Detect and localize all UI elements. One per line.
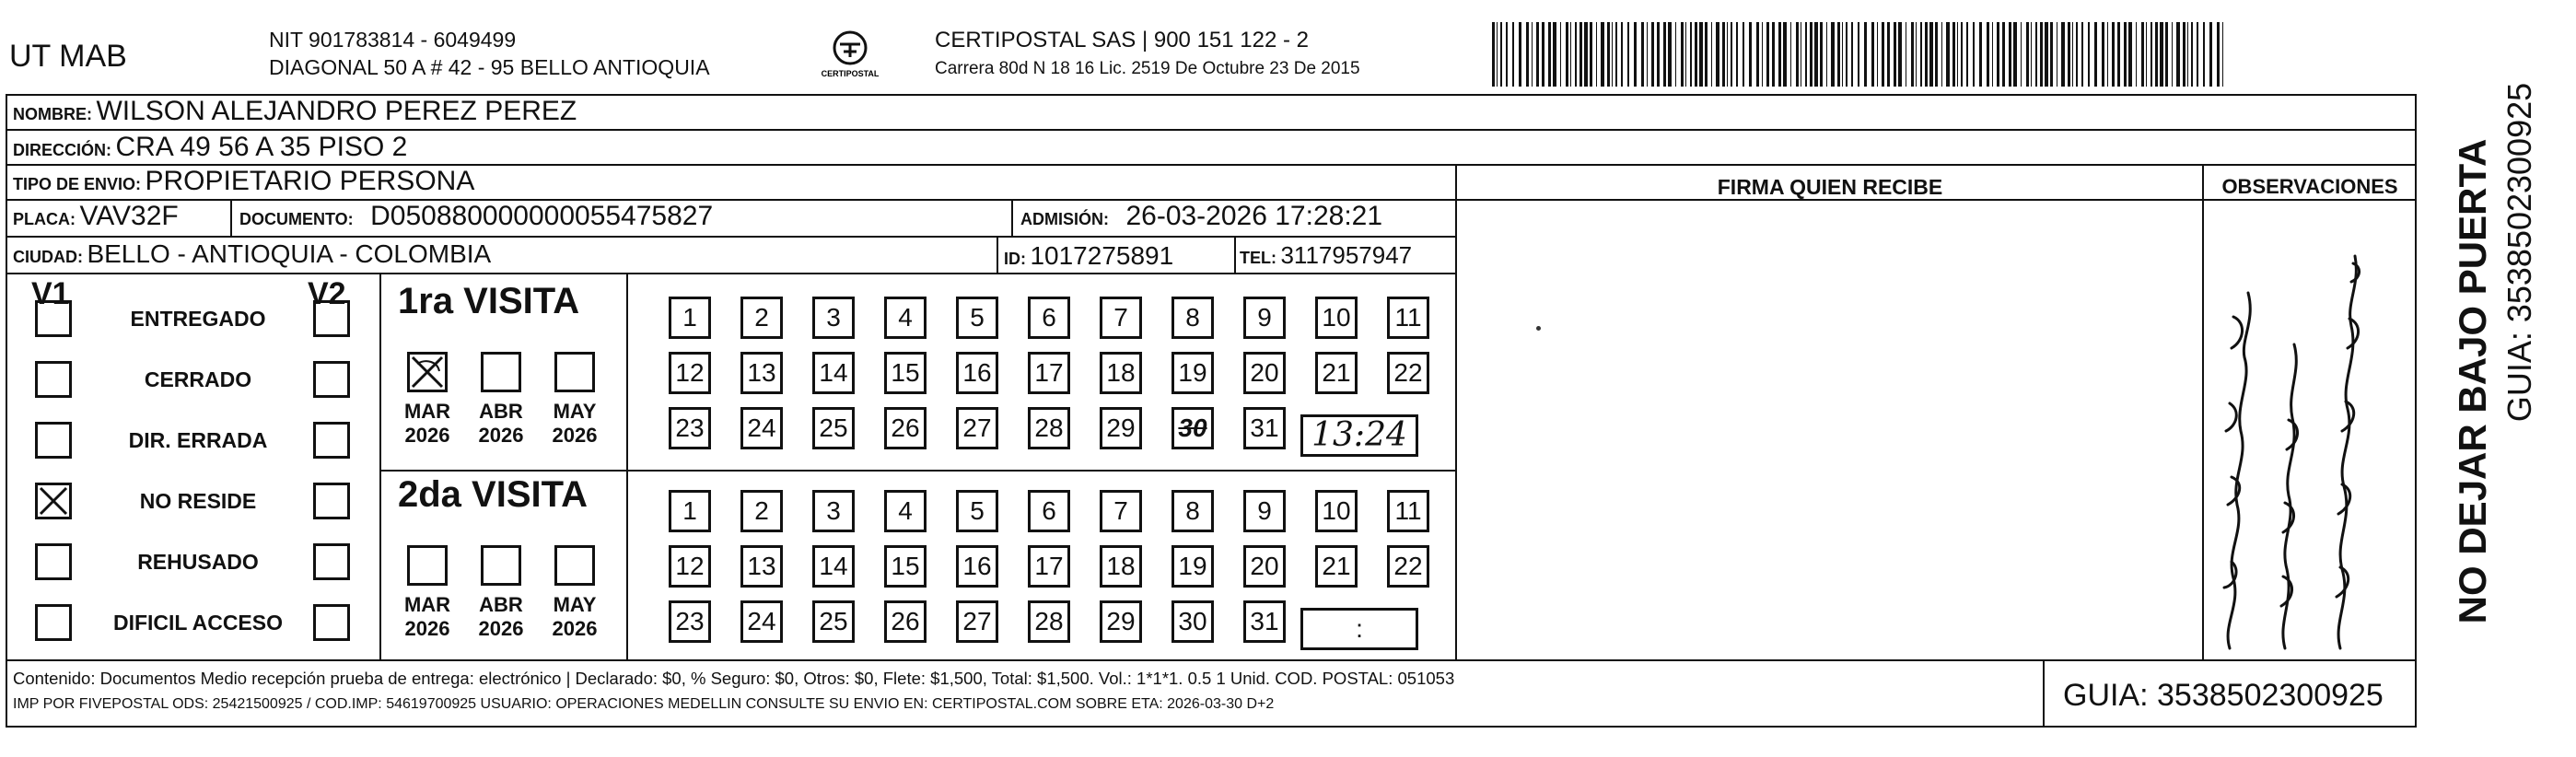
divider [6,659,2417,661]
second-visit-day[interactable]: 17 [1028,545,1070,588]
second-visit-month-checkbox[interactable] [554,545,595,586]
divider [1011,199,1013,236]
barcode-bar [2045,22,2048,87]
second-visit-day[interactable]: 11 [1387,490,1429,532]
barcode-bar [2026,22,2029,87]
first-visit-day[interactable]: 12 [669,352,711,394]
v1-checkbox[interactable] [35,483,72,519]
status-label: CERRADO [144,367,252,391]
barcode-bar [1590,22,1592,87]
barcode-bar [1846,22,1847,87]
barcode-bar [1621,22,1623,87]
first-visit-day[interactable]: 3 [812,297,855,339]
v1-checkbox[interactable] [35,361,72,398]
barcode-bar [2155,22,2158,87]
first-visit-day[interactable]: 20 [1243,352,1286,394]
divider [6,236,1457,238]
second-visit-day[interactable]: 15 [884,545,927,588]
first-visit-day[interactable]: 19 [1171,352,1214,394]
divider [6,129,2417,131]
first-visit-day[interactable]: 16 [956,352,998,394]
handwritten-notes [2204,201,2416,658]
barcode-bar [1831,22,1835,87]
barcode-bar [1657,22,1660,87]
carrier-name: CERTIPOSTAL SAS | 900 151 122 - 2 [935,28,1309,52]
barcode-bar [1810,22,1813,87]
first-visit-year-label: 2026 [404,424,450,447]
barcode-bar [2068,22,2070,87]
second-visit-day[interactable]: 26 [884,600,927,643]
barcode-bar [2031,22,2032,87]
barcode-bar [2072,22,2073,87]
barcode-bar [1877,22,1878,87]
barcode-bar [2076,22,2078,87]
divider [230,199,232,236]
barcode-bar [1778,22,1781,87]
observations-header: OBSERVACIONES [2221,175,2398,198]
address-label: DIRECCIÓN: [13,141,111,159]
barcode-bar [1663,22,1666,87]
barcode-bar [2021,22,2022,87]
first-visit-year-label: 2026 [478,424,524,447]
barcode-bar [2172,22,2173,87]
barcode-bar [1607,22,1610,87]
barcode-bar [1553,22,1556,87]
second-visit-day[interactable]: 16 [956,545,998,588]
barcode-bar [1894,22,1896,87]
second-visit-day[interactable]: 20 [1243,545,1286,588]
barcode-bar [1952,22,1955,87]
signature-header: FIRMA QUIEN RECIBE [1717,175,1943,199]
barcode-bar [1699,22,1703,87]
barcode-bar [1570,22,1571,87]
second-visit-day[interactable]: 23 [669,600,711,643]
barcode-bar [1911,22,1914,87]
first-visit-day[interactable]: 29 [1100,407,1142,449]
barcode-bar [1756,22,1759,87]
barcode-bar [2061,22,2065,87]
second-visit-day[interactable]: 19 [1171,545,1214,588]
divider [2043,659,2045,728]
barcode-bar [1727,22,1728,87]
second-visit-month-checkbox[interactable] [481,545,521,586]
divider [6,273,1457,274]
check-mark-icon [38,485,69,517]
second-visit-day[interactable]: 12 [669,545,711,588]
v2-checkbox[interactable] [313,483,350,519]
barcode-bar [1864,22,1867,87]
barcode-bar [1575,22,1577,87]
second-visit-day[interactable]: 9 [1243,490,1286,532]
barcode-bar [1681,22,1684,87]
barcode-bar [2209,22,2212,87]
plate-row [13,201,179,232]
second-visit-day[interactable]: 13 [740,545,783,588]
name-label: NOMBRE: [13,105,92,123]
barcode-bar [1685,22,1686,87]
first-visit-day[interactable]: 21 [1315,352,1358,394]
first-visit-day[interactable]: 10 [1315,297,1358,339]
footer-guia: GUIA: 3538502300925 [2063,678,2384,713]
barcode-bar [1560,22,1561,87]
barcode-bar [2187,22,2188,87]
barcode-bar [1500,22,1502,87]
carrier-license: Carrera 80d N 18 16 Lic. 2519 De Octubre 23 De 2015 [935,59,1360,78]
barcode-bar [1920,22,1922,87]
address-row [13,132,407,163]
barcode-bar [2002,22,2005,87]
first-visit-day[interactable]: 8 [1171,297,1214,339]
v1-label: V1 [31,276,70,311]
certipostal-logo-icon [809,28,892,83]
barcode-bar [1941,22,1942,87]
first-visit-time[interactable]: 13:24 [1300,414,1418,457]
barcode-bar [1887,22,1890,87]
divider [626,273,628,659]
barcode-bar [1512,22,1514,87]
barcode-bar [1766,22,1769,87]
barcode-bar [2013,22,2017,87]
second-visit-month-label: ABR [479,593,523,616]
barcode-bar [1935,22,1938,87]
barcode-bar [1542,22,1544,87]
barcode-bar [2203,22,2205,87]
barcode-bar [1615,22,1617,87]
barcode-bar [1601,22,1604,87]
second-visit-day[interactable]: 1 [669,490,711,532]
side-warning: NO DEJAR BAJO PUERTA [2451,138,2494,624]
barcode-bar [1526,22,1529,87]
barcode-bar [1997,22,1999,87]
recipient-name: WILSON ALEJANDRO PEREZ PEREZ [96,96,577,126]
id-row [1004,241,1173,271]
barcode-bar [1987,22,1989,87]
footer-contents: Contenido: Documentos Medio recepción prueba de entrega: electrónico | Declarado: $0, % Seguro: $0, Otros: $0, Flete: $1,500, Total: $1,500. Vol.: 1*1*1. 0.5 1 Unid. COD. POSTAL: 051053 [13,669,1455,688]
barcode-bar [1772,22,1775,87]
barcode-bar [1627,22,1629,87]
v1-checkbox[interactable] [35,300,72,337]
logo-text: CERTIPOSTAL [821,69,880,78]
first-visit-day[interactable]: 14 [812,352,855,394]
barcode-bar [2136,22,2137,87]
barcode-bar [2146,22,2147,87]
status-label: DIFICIL ACCESO [112,611,283,635]
barcode [1492,22,2229,87]
barcode-bar [2035,22,2037,87]
divider [997,236,998,273]
document-row [239,201,713,232]
admission-row [1020,201,1382,232]
barcode-bar [1916,22,1917,87]
barcode-bar [2176,22,2180,87]
barcode-bar [2124,22,2127,87]
company-address: DIAGONAL 50 A # 42 - 95 BELLO ANTIOQUIA [269,55,710,79]
admission-value: 26-03-2026 17:28:21 [1125,201,1383,231]
first-visit-day[interactable]: 30 [1171,407,1214,449]
second-visit-day[interactable]: 6 [1028,490,1070,532]
barcode-bar [1882,22,1884,87]
barcode-bar [1506,22,1508,87]
second-visit-day[interactable]: 4 [884,490,927,532]
second-visit-day[interactable]: 7 [1100,490,1142,532]
barcode-bar [1925,22,1928,87]
barcode-bar [1957,22,1958,87]
barcode-bar [1675,22,1676,87]
second-visit-month-checkbox[interactable] [407,545,448,586]
recipient-address: CRA 49 56 A 35 PISO 2 [115,132,408,162]
document-value: D050880000000055475827 [370,201,714,231]
first-visit-month-label: ABR [479,400,523,423]
first-visit-day[interactable]: 9 [1243,297,1286,339]
barcode-bar [1946,22,1950,87]
first-visit-month-label: MAY [553,400,597,423]
barcode-bar [2081,22,2083,87]
v1-checkbox[interactable] [35,543,72,580]
v1-checkbox[interactable] [35,422,72,459]
first-visit-day[interactable]: 18 [1100,352,1142,394]
second-visit-day[interactable]: 18 [1100,545,1142,588]
barcode-bar [1736,22,1738,87]
barcode-bar [1871,22,1874,87]
barcode-bar [1647,22,1648,87]
v2-checkbox[interactable] [313,300,350,337]
first-visit-day[interactable]: 15 [884,352,927,394]
barcode-bar [2141,22,2144,87]
plate-label: PLACA: [13,210,76,228]
city-label: CIUDAD: [13,248,83,266]
v1-checkbox[interactable] [35,604,72,641]
barcode-bar [1790,22,1791,87]
barcode-bar [1695,22,1697,87]
divider [379,273,381,659]
second-visit-day[interactable]: 29 [1100,600,1142,643]
second-visit-day[interactable]: 21 [1315,545,1358,588]
first-visit-day[interactable]: 1 [669,297,711,339]
first-visit-day[interactable]: 25 [812,407,855,449]
first-visit-day[interactable]: 31 [1243,407,1286,449]
observations-area[interactable] [2204,201,2416,658]
first-visit-day[interactable]: 17 [1028,352,1070,394]
divider [1234,236,1236,273]
tel-value: 3117957947 [1280,241,1413,269]
divider [379,470,1455,472]
ink-dot [1536,326,1541,331]
barcode-bar [1690,22,1692,87]
barcode-bar [1749,22,1752,87]
barcode-bar [1548,22,1551,87]
admission-label: ADMISIÓN: [1020,210,1109,228]
tel-label: TEL: [1240,249,1276,267]
shipping-type: PROPIETARIO PERSONA [145,166,475,196]
second-visit-month-label: MAR [403,593,451,616]
second-visit-year-label: 2026 [478,617,524,640]
second-visit-day[interactable]: 2 [740,490,783,532]
barcode-bar [2112,22,2115,87]
second-visit-day[interactable]: 10 [1315,490,1358,532]
barcode-bar [1820,22,1823,87]
barcode-bar [2050,22,2053,87]
barcode-bar [1705,22,1708,87]
barcode-bar [1596,22,1597,87]
second-visit-year-label: 2026 [552,617,598,640]
name-row [13,96,577,127]
status-label: DIR. ERRADA [128,428,268,452]
type-row [13,166,474,197]
barcode-bar [2102,22,2104,87]
second-visit-day[interactable]: 25 [812,600,855,643]
barcode-bar [2151,22,2152,87]
barcode-bar [1826,22,1827,87]
barcode-bar [1837,22,1840,87]
barcode-bar [1898,22,1902,87]
second-visit-day[interactable]: 24 [740,600,783,643]
barcode-bar [1929,22,1933,87]
second-visit-day[interactable]: 22 [1387,545,1429,588]
status-label: ENTREGADO [130,307,266,331]
barcode-bar [2222,22,2223,87]
barcode-bar [1519,22,1521,87]
id-value: 1017275891 [1030,241,1174,270]
first-visit-month-checkbox[interactable] [407,352,448,392]
second-visit-day[interactable]: 5 [956,490,998,532]
first-visit-day[interactable]: 5 [956,297,998,339]
type-label: TIPO DE ENVIO: [13,175,142,193]
barcode-bar [1973,22,1975,87]
barcode-bar [1992,22,1993,87]
barcode-bar [1842,22,1843,87]
first-visit-day[interactable]: 4 [884,297,927,339]
v2-checkbox[interactable] [313,422,350,459]
first-visit-day[interactable]: 6 [1028,297,1070,339]
barcode-bar [1805,22,1807,87]
barcode-bar [1743,22,1744,87]
status-label: REHUSADO [137,550,259,574]
barcode-bar [1762,22,1763,87]
tel-row [1240,241,1412,270]
barcode-bar [1532,22,1533,87]
company-nit: NIT 901783814 - 6049499 [269,28,517,52]
barcode-bar [1731,22,1732,87]
id-label: ID: [1004,250,1026,268]
barcode-bar [2040,22,2043,87]
v2-checkbox[interactable] [313,604,350,641]
barcode-bar [2183,22,2186,87]
second-visit-day[interactable]: 30 [1171,600,1214,643]
barcode-bar [1634,22,1637,87]
barcode-bar [1961,22,1963,87]
first-visit-day[interactable]: 23 [669,407,711,449]
second-visit-day[interactable]: 31 [1243,600,1286,643]
document-label: DOCUMENTO: [239,210,354,228]
v2-checkbox[interactable] [313,543,350,580]
first-visit-day[interactable]: 13 [740,352,783,394]
barcode-bar [2160,22,2163,87]
barcode-bar [1711,22,1712,87]
second-visit-day[interactable]: 14 [812,545,855,588]
second-visit-time[interactable]: : [1300,608,1418,650]
barcode-bar [2088,22,2090,87]
second-visit-year-label: 2026 [404,617,450,640]
barcode-bar [2191,22,2193,87]
barcode-bar [1668,22,1672,87]
first-visit-day[interactable]: 26 [884,407,927,449]
first-visit-title: 1ra VISITA [398,281,580,321]
barcode-bar [1651,22,1654,87]
barcode-bar [1979,22,1982,87]
first-visit-day[interactable]: 7 [1100,297,1142,339]
barcode-bar [2009,22,2011,87]
barcode-bar [1858,22,1859,87]
barcode-bar [1492,22,1495,87]
side-guia: GUIA: 3538502300925 [2500,82,2538,423]
barcode-bar [2107,22,2108,87]
second-visit-day[interactable]: 8 [1171,490,1214,532]
second-visit-day[interactable]: 3 [812,490,855,532]
second-visit-month-label: MAY [553,593,597,616]
company-name: UT MAB [9,39,127,74]
barcode-bar [1641,22,1644,87]
city-row [13,239,491,269]
check-mark-icon [410,355,445,390]
barcode-bar [1814,22,1818,87]
footer-print-info: IMP POR FIVEPOSTAL ODS: 25421500925 / COD.IMP: 54619700925 USUARIO: OPERACIONES MEDELLIN CONSULTE SU ENVIO EN: CERTIPOSTAL.COM SOBRE ETA: 2026-03-30 D+2 [13,696,1275,712]
first-visit-day[interactable]: 27 [956,407,998,449]
barcode-bar [2128,22,2132,87]
second-visit-day[interactable]: 27 [956,600,998,643]
v2-checkbox[interactable] [313,361,350,398]
barcode-bar [2165,22,2168,87]
signature-area[interactable] [1457,201,2201,658]
first-visit-day[interactable]: 11 [1387,297,1429,339]
barcode-bar [1566,22,1568,87]
barcode-bar [2217,22,2220,87]
first-visit-day[interactable]: 24 [740,407,783,449]
barcode-bar [1612,22,1613,87]
first-visit-month-label: MAR [403,400,451,423]
first-visit-year-label: 2026 [552,424,598,447]
barcode-bar [1783,22,1787,87]
city-value: BELLO - ANTIOQUIA - COLOMBIA [87,239,492,268]
first-visit-day[interactable]: 22 [1387,352,1429,394]
barcode-bar [1966,22,1968,87]
barcode-bar [1851,22,1853,87]
first-visit-month-checkbox[interactable] [481,352,521,392]
barcode-bar [1722,22,1725,87]
barcode-bar [2094,22,2097,87]
barcode-bar [2117,22,2120,87]
plate-value: VAV32F [79,201,179,231]
status-label: NO RESIDE [139,489,257,513]
second-visit-title: 2da VISITA [398,474,588,515]
barcode-bar [1716,22,1719,87]
first-visit-month-checkbox[interactable] [554,352,595,392]
barcode-bar [1796,22,1799,87]
barcode-bar [1579,22,1582,87]
barcode-bar [1497,22,1498,87]
v2-label: V2 [308,276,346,311]
barcode-bar [1584,22,1588,87]
first-visit-day[interactable]: 28 [1028,407,1070,449]
first-visit-day[interactable]: 2 [740,297,783,339]
barcode-bar [1536,22,1539,87]
barcode-bar [2197,22,2198,87]
second-visit-day[interactable]: 28 [1028,600,1070,643]
